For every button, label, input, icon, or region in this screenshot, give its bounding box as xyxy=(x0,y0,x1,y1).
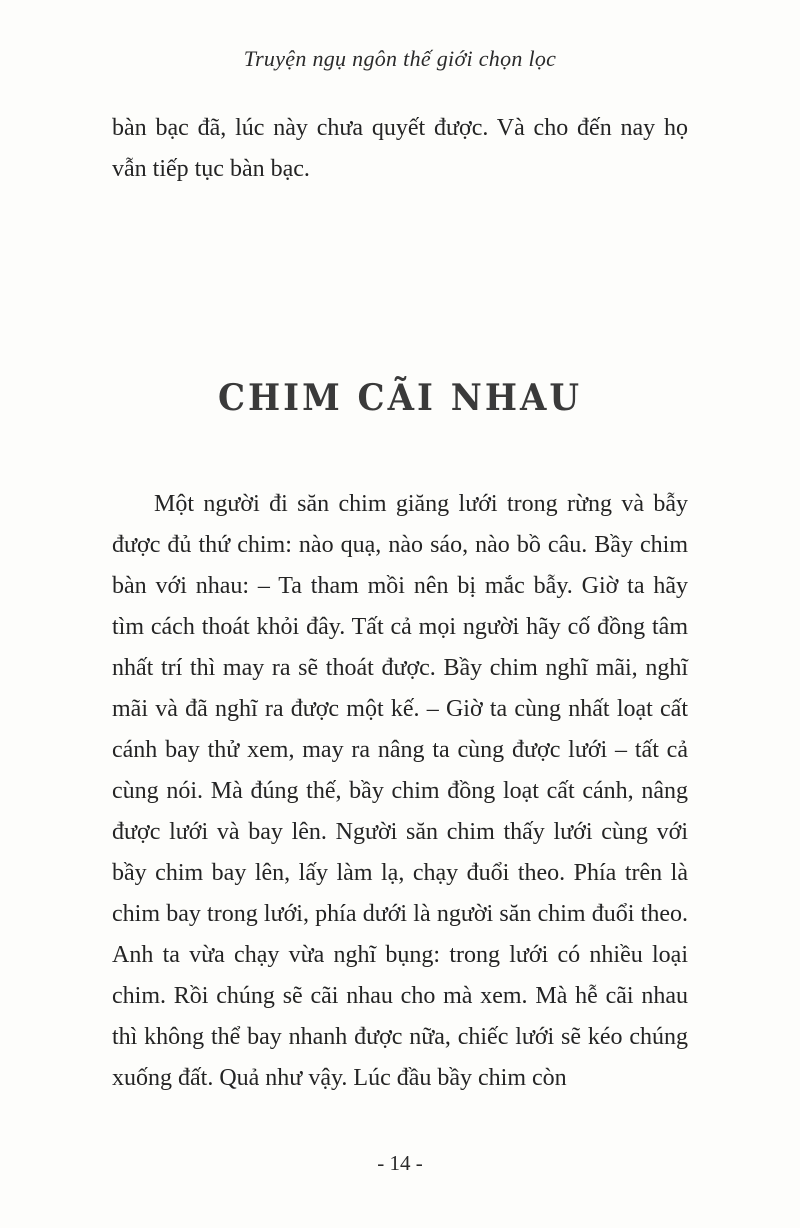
body-paragraph: Một người đi săn chim giăng lưới trong rừng và bẫy được đủ thứ chim: nào quạ, nào sáo, nào bồ câu. Bầy chim bàn với nhau: – Ta tham mồi nên bị mắc bẫy. Giờ ta hãy tìm cách thoát khỏi đây. Tất cả mọi người hãy cố đồng tâm nhất trí thì may ra sẽ thoát được. Bầy chim nghĩ mãi, nghĩ mãi và đã nghĩ ra được một kế. – Giờ ta cùng nhất loạt cất cánh bay thử xem, may ra nâng ta cùng được lưới – tất cả cùng nói. Mà đúng thế, bầy chim đồng loạt cất cánh, nâng được lưới và bay lên. Người săn chim thấy lưới cùng với bầy chim bay lên, lấy làm lạ, chạy đuổi theo. Phía trên là chim bay trong lưới, phía dưới là người săn chim đuổi theo. Anh ta vừa chạy vừa nghĩ bụng: trong lưới có nhiều loại chim. Rồi chúng sẽ cãi nhau cho mà xem. Mà hễ cãi nhau thì không thể bay nhanh được nữa, chiếc lưới sẽ kéo chúng xuống đất. Quả như vậy. Lúc đầu bầy chim còn xyxy=(112,491,688,1091)
intro-paragraph: bàn bạc đã, lúc này chưa quyết được. Và cho đến nay họ vẫn tiếp tục bàn bạc. xyxy=(112,115,688,182)
running-header: Truyện ngụ ngôn thế giới chọn lọc xyxy=(243,46,557,71)
page-number: - 14 - xyxy=(377,1151,423,1175)
chapter-title: CHIM CÃI NHAU xyxy=(218,376,582,420)
